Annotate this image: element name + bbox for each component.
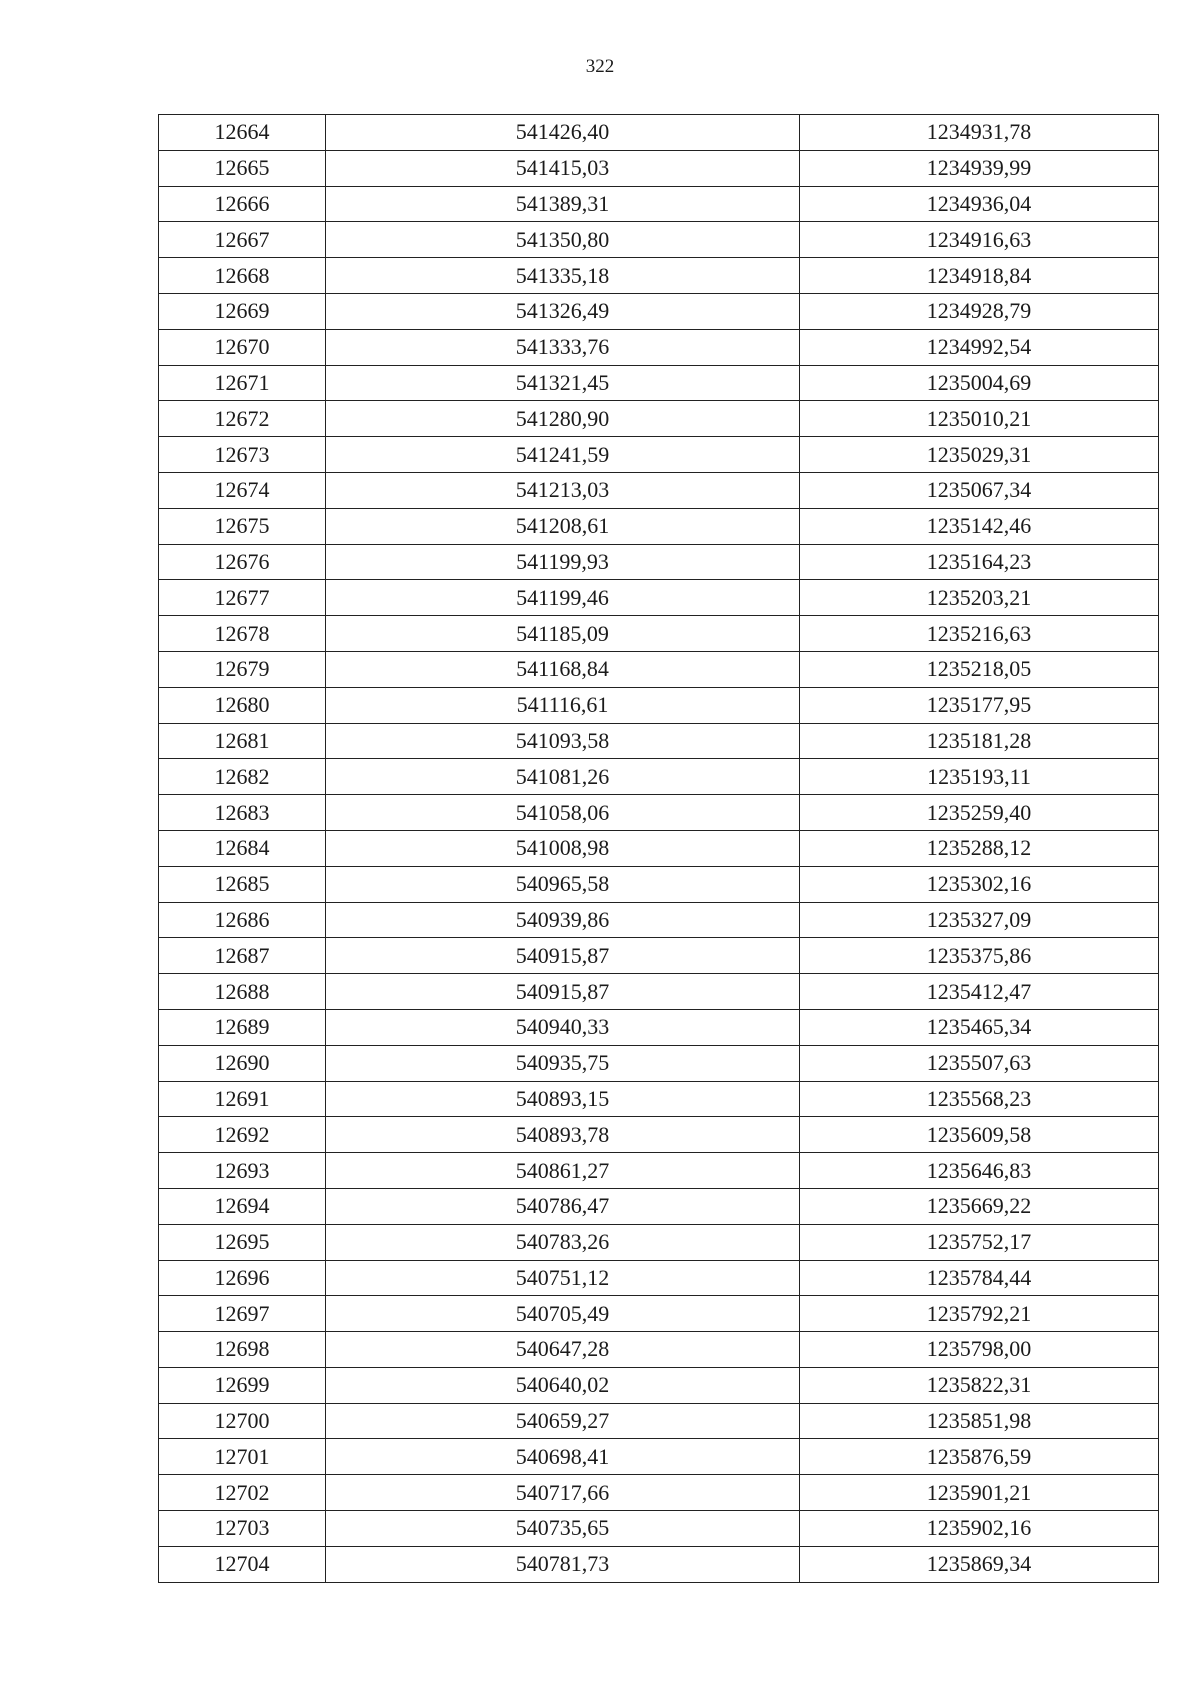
- table-row: [159, 687, 1159, 723]
- y-coordinate-cell: 1235218,05: [800, 651, 1159, 687]
- point-number-cell: 12682: [159, 759, 326, 795]
- y-coordinate-cell: 1235004,69: [800, 365, 1159, 401]
- point-number-cell: 12686: [159, 902, 326, 938]
- point-number-cell: 12695: [159, 1224, 326, 1260]
- y-coordinate-cell: 1235609,58: [800, 1117, 1159, 1153]
- y-coordinate-cell: 1235142,46: [800, 508, 1159, 544]
- x-coordinate-cell: 541241,59: [326, 437, 800, 473]
- y-coordinate-cell: 1235901,21: [800, 1475, 1159, 1511]
- y-coordinate-cell: 1234916,63: [800, 222, 1159, 258]
- y-coordinate-cell: 1235259,40: [800, 795, 1159, 831]
- table-row: [159, 401, 1159, 437]
- table-row: [159, 1439, 1159, 1475]
- point-number-cell: 12693: [159, 1153, 326, 1189]
- table-row: [159, 508, 1159, 544]
- x-coordinate-cell: 541321,45: [326, 365, 800, 401]
- table-row: [159, 544, 1159, 580]
- table-row: [159, 1224, 1159, 1260]
- page-number: 322: [585, 56, 615, 77]
- y-coordinate-cell: 1235869,34: [800, 1546, 1159, 1582]
- x-coordinate-cell: 540659,27: [326, 1403, 800, 1439]
- point-number-cell: 12673: [159, 437, 326, 473]
- y-coordinate-cell: 1235181,28: [800, 723, 1159, 759]
- y-coordinate-cell: 1234939,99: [800, 150, 1159, 186]
- x-coordinate-cell: 541199,46: [326, 580, 800, 616]
- x-coordinate-cell: 541389,31: [326, 186, 800, 222]
- point-number-cell: 12684: [159, 830, 326, 866]
- table-row: [159, 472, 1159, 508]
- point-number-cell: 12670: [159, 329, 326, 365]
- point-number-cell: 12664: [159, 115, 326, 151]
- point-number-cell: 12690: [159, 1045, 326, 1081]
- table-row: [159, 1260, 1159, 1296]
- table-row: [159, 902, 1159, 938]
- table-row: [159, 759, 1159, 795]
- x-coordinate-cell: 541426,40: [326, 115, 800, 151]
- y-coordinate-cell: 1235010,21: [800, 401, 1159, 437]
- table-row: [159, 580, 1159, 616]
- table-row: [159, 222, 1159, 258]
- x-coordinate-cell: 541415,03: [326, 150, 800, 186]
- point-number-cell: 12683: [159, 795, 326, 831]
- point-number-cell: 12667: [159, 222, 326, 258]
- x-coordinate-cell: 541326,49: [326, 293, 800, 329]
- x-coordinate-cell: 541116,61: [326, 687, 800, 723]
- table-row: [159, 830, 1159, 866]
- x-coordinate-cell: 541350,80: [326, 222, 800, 258]
- x-coordinate-cell: 540735,65: [326, 1511, 800, 1547]
- x-coordinate-cell: 540647,28: [326, 1332, 800, 1368]
- table-row: [159, 616, 1159, 652]
- table-row: [159, 1188, 1159, 1224]
- x-coordinate-cell: 540893,15: [326, 1081, 800, 1117]
- y-coordinate-cell: 1234936,04: [800, 186, 1159, 222]
- table-row: [159, 1332, 1159, 1368]
- table-row: [159, 1153, 1159, 1189]
- y-coordinate-cell: 1235792,21: [800, 1296, 1159, 1332]
- table-row: [159, 186, 1159, 222]
- table-row: [159, 293, 1159, 329]
- y-coordinate-cell: 1234931,78: [800, 115, 1159, 151]
- y-coordinate-cell: 1235164,23: [800, 544, 1159, 580]
- table-row: [159, 150, 1159, 186]
- point-number-cell: 12691: [159, 1081, 326, 1117]
- point-number-cell: 12676: [159, 544, 326, 580]
- x-coordinate-cell: 540786,47: [326, 1188, 800, 1224]
- point-number-cell: 12679: [159, 651, 326, 687]
- x-coordinate-cell: 540939,86: [326, 902, 800, 938]
- table-row: [159, 974, 1159, 1010]
- table-row: [159, 115, 1159, 151]
- x-coordinate-cell: 540705,49: [326, 1296, 800, 1332]
- y-coordinate-cell: 1235784,44: [800, 1260, 1159, 1296]
- x-coordinate-cell: 541208,61: [326, 508, 800, 544]
- table-row: [159, 329, 1159, 365]
- table-row: [159, 723, 1159, 759]
- table-row: [159, 795, 1159, 831]
- point-number-cell: 12678: [159, 616, 326, 652]
- point-number-cell: 12680: [159, 687, 326, 723]
- point-number-cell: 12675: [159, 508, 326, 544]
- y-coordinate-cell: 1235798,00: [800, 1332, 1159, 1368]
- x-coordinate-cell: 541185,09: [326, 616, 800, 652]
- x-coordinate-cell: 540861,27: [326, 1153, 800, 1189]
- point-number-cell: 12671: [159, 365, 326, 401]
- y-coordinate-cell: 1235876,59: [800, 1439, 1159, 1475]
- point-number-cell: 12689: [159, 1009, 326, 1045]
- table-row: [159, 1546, 1159, 1582]
- x-coordinate-cell: 541280,90: [326, 401, 800, 437]
- x-coordinate-cell: 541093,58: [326, 723, 800, 759]
- point-number-cell: 12687: [159, 938, 326, 974]
- point-number-cell: 12696: [159, 1260, 326, 1296]
- table-row: [159, 651, 1159, 687]
- point-number-cell: 12697: [159, 1296, 326, 1332]
- table-row: [159, 1475, 1159, 1511]
- table-row: [159, 365, 1159, 401]
- point-number-cell: 12700: [159, 1403, 326, 1439]
- table-row: [159, 1081, 1159, 1117]
- y-coordinate-cell: 1235067,34: [800, 472, 1159, 508]
- x-coordinate-cell: 541335,18: [326, 258, 800, 294]
- y-coordinate-cell: 1235646,83: [800, 1153, 1159, 1189]
- y-coordinate-cell: 1235375,86: [800, 938, 1159, 974]
- point-number-cell: 12692: [159, 1117, 326, 1153]
- x-coordinate-cell: 540940,33: [326, 1009, 800, 1045]
- x-coordinate-cell: 540893,78: [326, 1117, 800, 1153]
- y-coordinate-cell: 1234918,84: [800, 258, 1159, 294]
- y-coordinate-cell: 1235507,63: [800, 1045, 1159, 1081]
- table-row: [159, 1045, 1159, 1081]
- y-coordinate-cell: 1235568,23: [800, 1081, 1159, 1117]
- point-number-cell: 12688: [159, 974, 326, 1010]
- coordinates-table: [158, 114, 1159, 1583]
- table-row: [159, 1511, 1159, 1547]
- y-coordinate-cell: 1234928,79: [800, 293, 1159, 329]
- x-coordinate-cell: 541168,84: [326, 651, 800, 687]
- y-coordinate-cell: 1235193,11: [800, 759, 1159, 795]
- point-number-cell: 12672: [159, 401, 326, 437]
- y-coordinate-cell: 1235669,22: [800, 1188, 1159, 1224]
- table-row: [159, 258, 1159, 294]
- x-coordinate-cell: 540698,41: [326, 1439, 800, 1475]
- x-coordinate-cell: 540935,75: [326, 1045, 800, 1081]
- x-coordinate-cell: 541058,06: [326, 795, 800, 831]
- table-row: [159, 437, 1159, 473]
- x-coordinate-cell: 540965,58: [326, 866, 800, 902]
- point-number-cell: 12681: [159, 723, 326, 759]
- point-number-cell: 12666: [159, 186, 326, 222]
- y-coordinate-cell: 1235851,98: [800, 1403, 1159, 1439]
- x-coordinate-cell: 540751,12: [326, 1260, 800, 1296]
- table-row: [159, 1009, 1159, 1045]
- y-coordinate-cell: 1234992,54: [800, 329, 1159, 365]
- table-row: [159, 1117, 1159, 1153]
- point-number-cell: 12704: [159, 1546, 326, 1582]
- y-coordinate-cell: 1235822,31: [800, 1367, 1159, 1403]
- y-coordinate-cell: 1235302,16: [800, 866, 1159, 902]
- point-number-cell: 12677: [159, 580, 326, 616]
- coordinates-table-body: [159, 115, 1159, 1583]
- table-row: [159, 1296, 1159, 1332]
- point-number-cell: 12702: [159, 1475, 326, 1511]
- y-coordinate-cell: 1235177,95: [800, 687, 1159, 723]
- y-coordinate-cell: 1235752,17: [800, 1224, 1159, 1260]
- y-coordinate-cell: 1235327,09: [800, 902, 1159, 938]
- point-number-cell: 12668: [159, 258, 326, 294]
- y-coordinate-cell: 1235216,63: [800, 616, 1159, 652]
- x-coordinate-cell: 540781,73: [326, 1546, 800, 1582]
- y-coordinate-cell: 1235412,47: [800, 974, 1159, 1010]
- table-row: [159, 1403, 1159, 1439]
- y-coordinate-cell: 1235902,16: [800, 1511, 1159, 1547]
- y-coordinate-cell: 1235465,34: [800, 1009, 1159, 1045]
- x-coordinate-cell: 541081,26: [326, 759, 800, 795]
- point-number-cell: 12665: [159, 150, 326, 186]
- y-coordinate-cell: 1235203,21: [800, 580, 1159, 616]
- x-coordinate-cell: 540915,87: [326, 974, 800, 1010]
- point-number-cell: 12674: [159, 472, 326, 508]
- x-coordinate-cell: 541008,98: [326, 830, 800, 866]
- x-coordinate-cell: 540640,02: [326, 1367, 800, 1403]
- point-number-cell: 12698: [159, 1332, 326, 1368]
- point-number-cell: 12685: [159, 866, 326, 902]
- point-number-cell: 12699: [159, 1367, 326, 1403]
- table-row: [159, 866, 1159, 902]
- x-coordinate-cell: 540717,66: [326, 1475, 800, 1511]
- x-coordinate-cell: 541333,76: [326, 329, 800, 365]
- y-coordinate-cell: 1235029,31: [800, 437, 1159, 473]
- table-row: [159, 1367, 1159, 1403]
- x-coordinate-cell: 540783,26: [326, 1224, 800, 1260]
- table-row: [159, 938, 1159, 974]
- point-number-cell: 12701: [159, 1439, 326, 1475]
- x-coordinate-cell: 541213,03: [326, 472, 800, 508]
- point-number-cell: 12703: [159, 1511, 326, 1547]
- y-coordinate-cell: 1235288,12: [800, 830, 1159, 866]
- x-coordinate-cell: 540915,87: [326, 938, 800, 974]
- point-number-cell: 12669: [159, 293, 326, 329]
- x-coordinate-cell: 541199,93: [326, 544, 800, 580]
- point-number-cell: 12694: [159, 1188, 326, 1224]
